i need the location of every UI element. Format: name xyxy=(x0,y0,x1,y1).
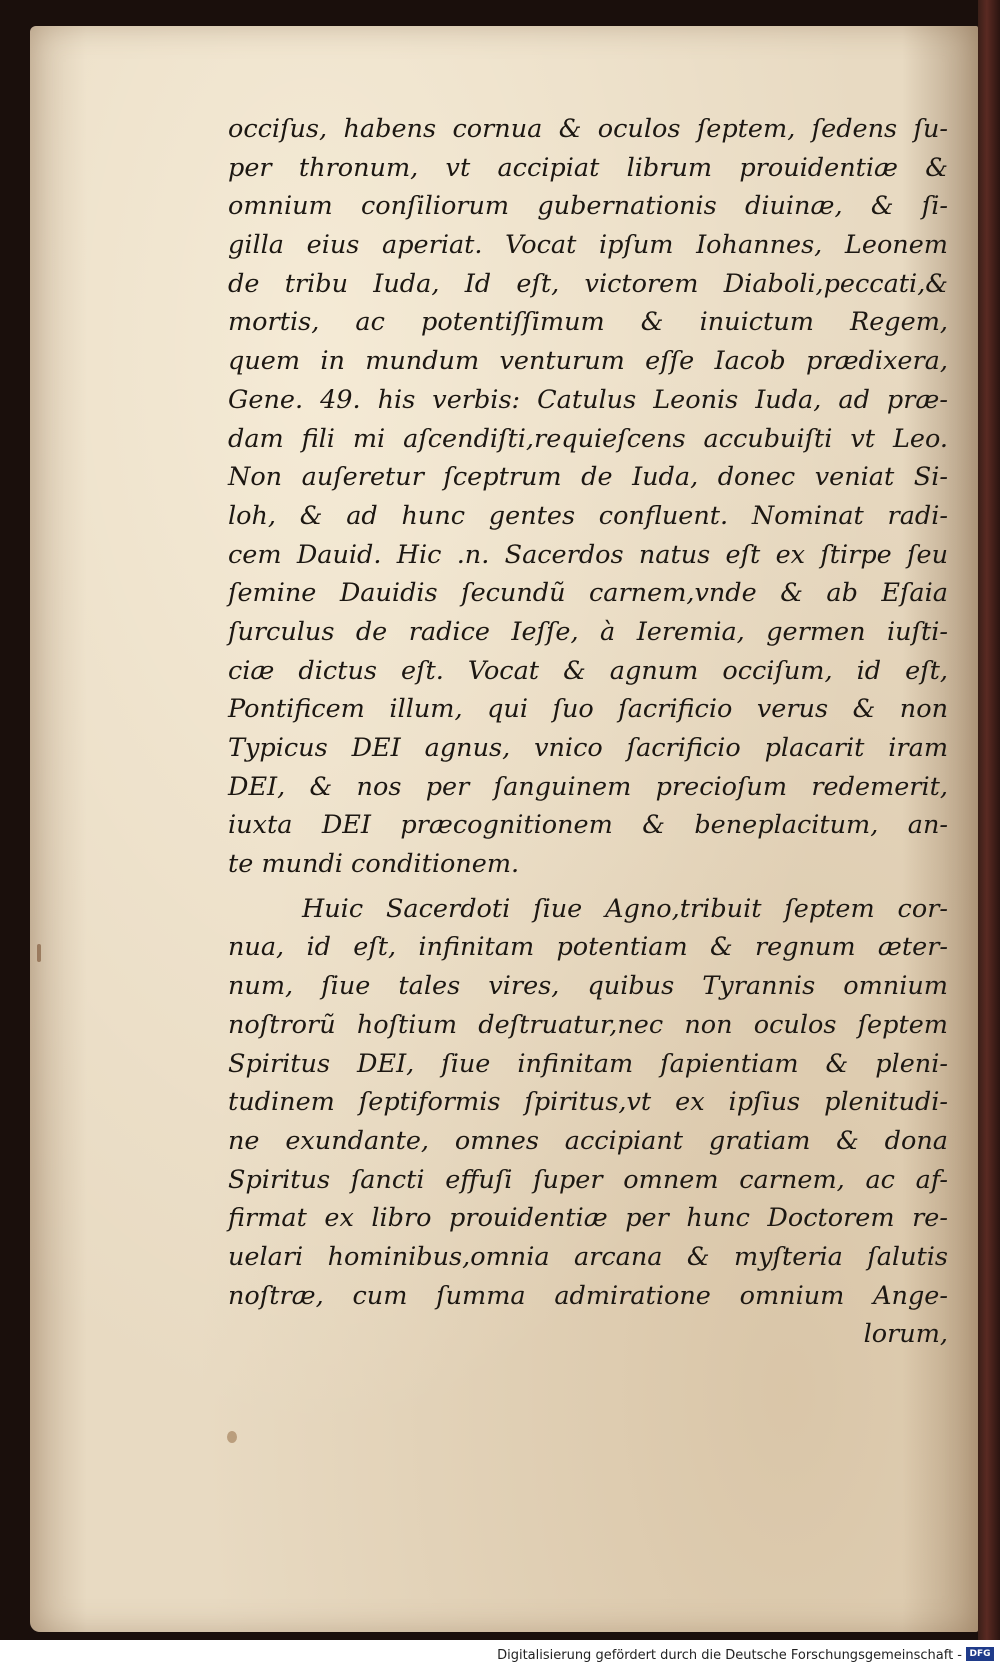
text-line: occiſus, habens cornua & oculos ſeptem, ſedens ſu- xyxy=(228,114,948,144)
text-line: Spiritus DEI, ſiue infinitam ſapientiam & pleni- xyxy=(228,1048,948,1079)
text-line: noſtrorũ hoſtium deſtruatur,nec non oculos ſeptem xyxy=(228,1009,948,1040)
page-text xyxy=(228,110,948,1354)
text-line: Pontificem illum, qui ſuo ſacrificio verus & non xyxy=(228,694,948,725)
text-line: DEI, & nos per ſanguinem precioſum redemerit, xyxy=(228,771,948,802)
text-line: num, ſiue tales vires, quibus Tyrannis omnium xyxy=(228,971,948,1002)
text-line: loh, & ad hunc gentes confluent. Nominat radi- xyxy=(228,500,948,531)
text-line: per thronum, vt accipiat librum prouidentiæ & xyxy=(228,152,948,183)
text-line: iuxta DEI præcognitionem & beneplacitum, an- xyxy=(228,810,948,841)
text-line: Typicus DEI agnus, vnico ſacrificio placarit iram xyxy=(228,733,948,763)
text-line: dam fili mi aſcendiſti,requieſcens accubuiſti vt Leo. xyxy=(228,423,948,454)
catchword: lorum, xyxy=(863,1319,948,1350)
text-line: de tribu Iuda, Id eſt, victorem Diaboli,peccati,& xyxy=(228,268,948,299)
text-line: ſemine Dauidis ſecundũ carnem,vnde & ab Eſaia xyxy=(228,578,948,609)
text-line: ne exundante, omnes accipiant gratiam & dona xyxy=(228,1125,948,1156)
text-line: mortis, ac potentiſſimum & inuictum Regem, xyxy=(228,307,948,338)
text-line: nua, id eſt, infinitam potentiam & regnum æter- xyxy=(228,932,948,963)
text-line: cem Dauid. Hic .n. Sacerdos natus eſt ex ſtirpe ſeu xyxy=(228,539,948,570)
paper-stain xyxy=(37,944,41,962)
text-line: firmat ex libro prouidentiæ per hunc Doctorem re- xyxy=(228,1203,948,1234)
dfg-logo: DFG xyxy=(966,1647,994,1661)
text-line: gilla eius aperiat. Vocat ipſum Iohannes, Leonem xyxy=(228,230,948,261)
paper-stain xyxy=(227,1431,237,1443)
text-line: uelari hominibus,omnia arcana & myſteria ſalutis xyxy=(228,1241,948,1272)
book-cover-edge xyxy=(978,0,1000,1640)
digitization-footer xyxy=(0,1640,1000,1670)
text-line: Gene. 49. his verbis: Catulus Leonis Iuda, ad præ- xyxy=(228,384,948,415)
text-line: Non auſeretur ſceptrum de Iuda, donec veniat Si- xyxy=(228,462,948,493)
footer-credit: Digitalisierung gefördert durch die Deutsche Forschungsgemeinschaft - xyxy=(497,1648,962,1663)
text-line: quem in mundum venturum eſſe Iacob prædixera, xyxy=(228,346,948,377)
text-line: tudinem ſeptiformis ſpiritus,vt ex ipſius plenitudi- xyxy=(228,1087,948,1118)
text-line: ſurculus de radice Ieſſe, à Ieremia, germen iuſti- xyxy=(228,616,948,647)
text-line: omnium conſiliorum gubernationis diuinæ, & ſi- xyxy=(228,191,948,222)
text-line: Huic Sacerdoti ſiue Agno,tribuit ſeptem cor- xyxy=(302,893,948,924)
text-line: te mundi conditionem. xyxy=(228,849,520,880)
text-line: ciæ dictus eſt. Vocat & agnum occiſum, id eſt, xyxy=(228,655,948,686)
text-line: noſtræ, cum ſumma admiratione omnium Ange- xyxy=(228,1280,948,1311)
text-line: Spiritus ſancti effuſi ſuper omnem carnem, ac af- xyxy=(228,1164,948,1195)
